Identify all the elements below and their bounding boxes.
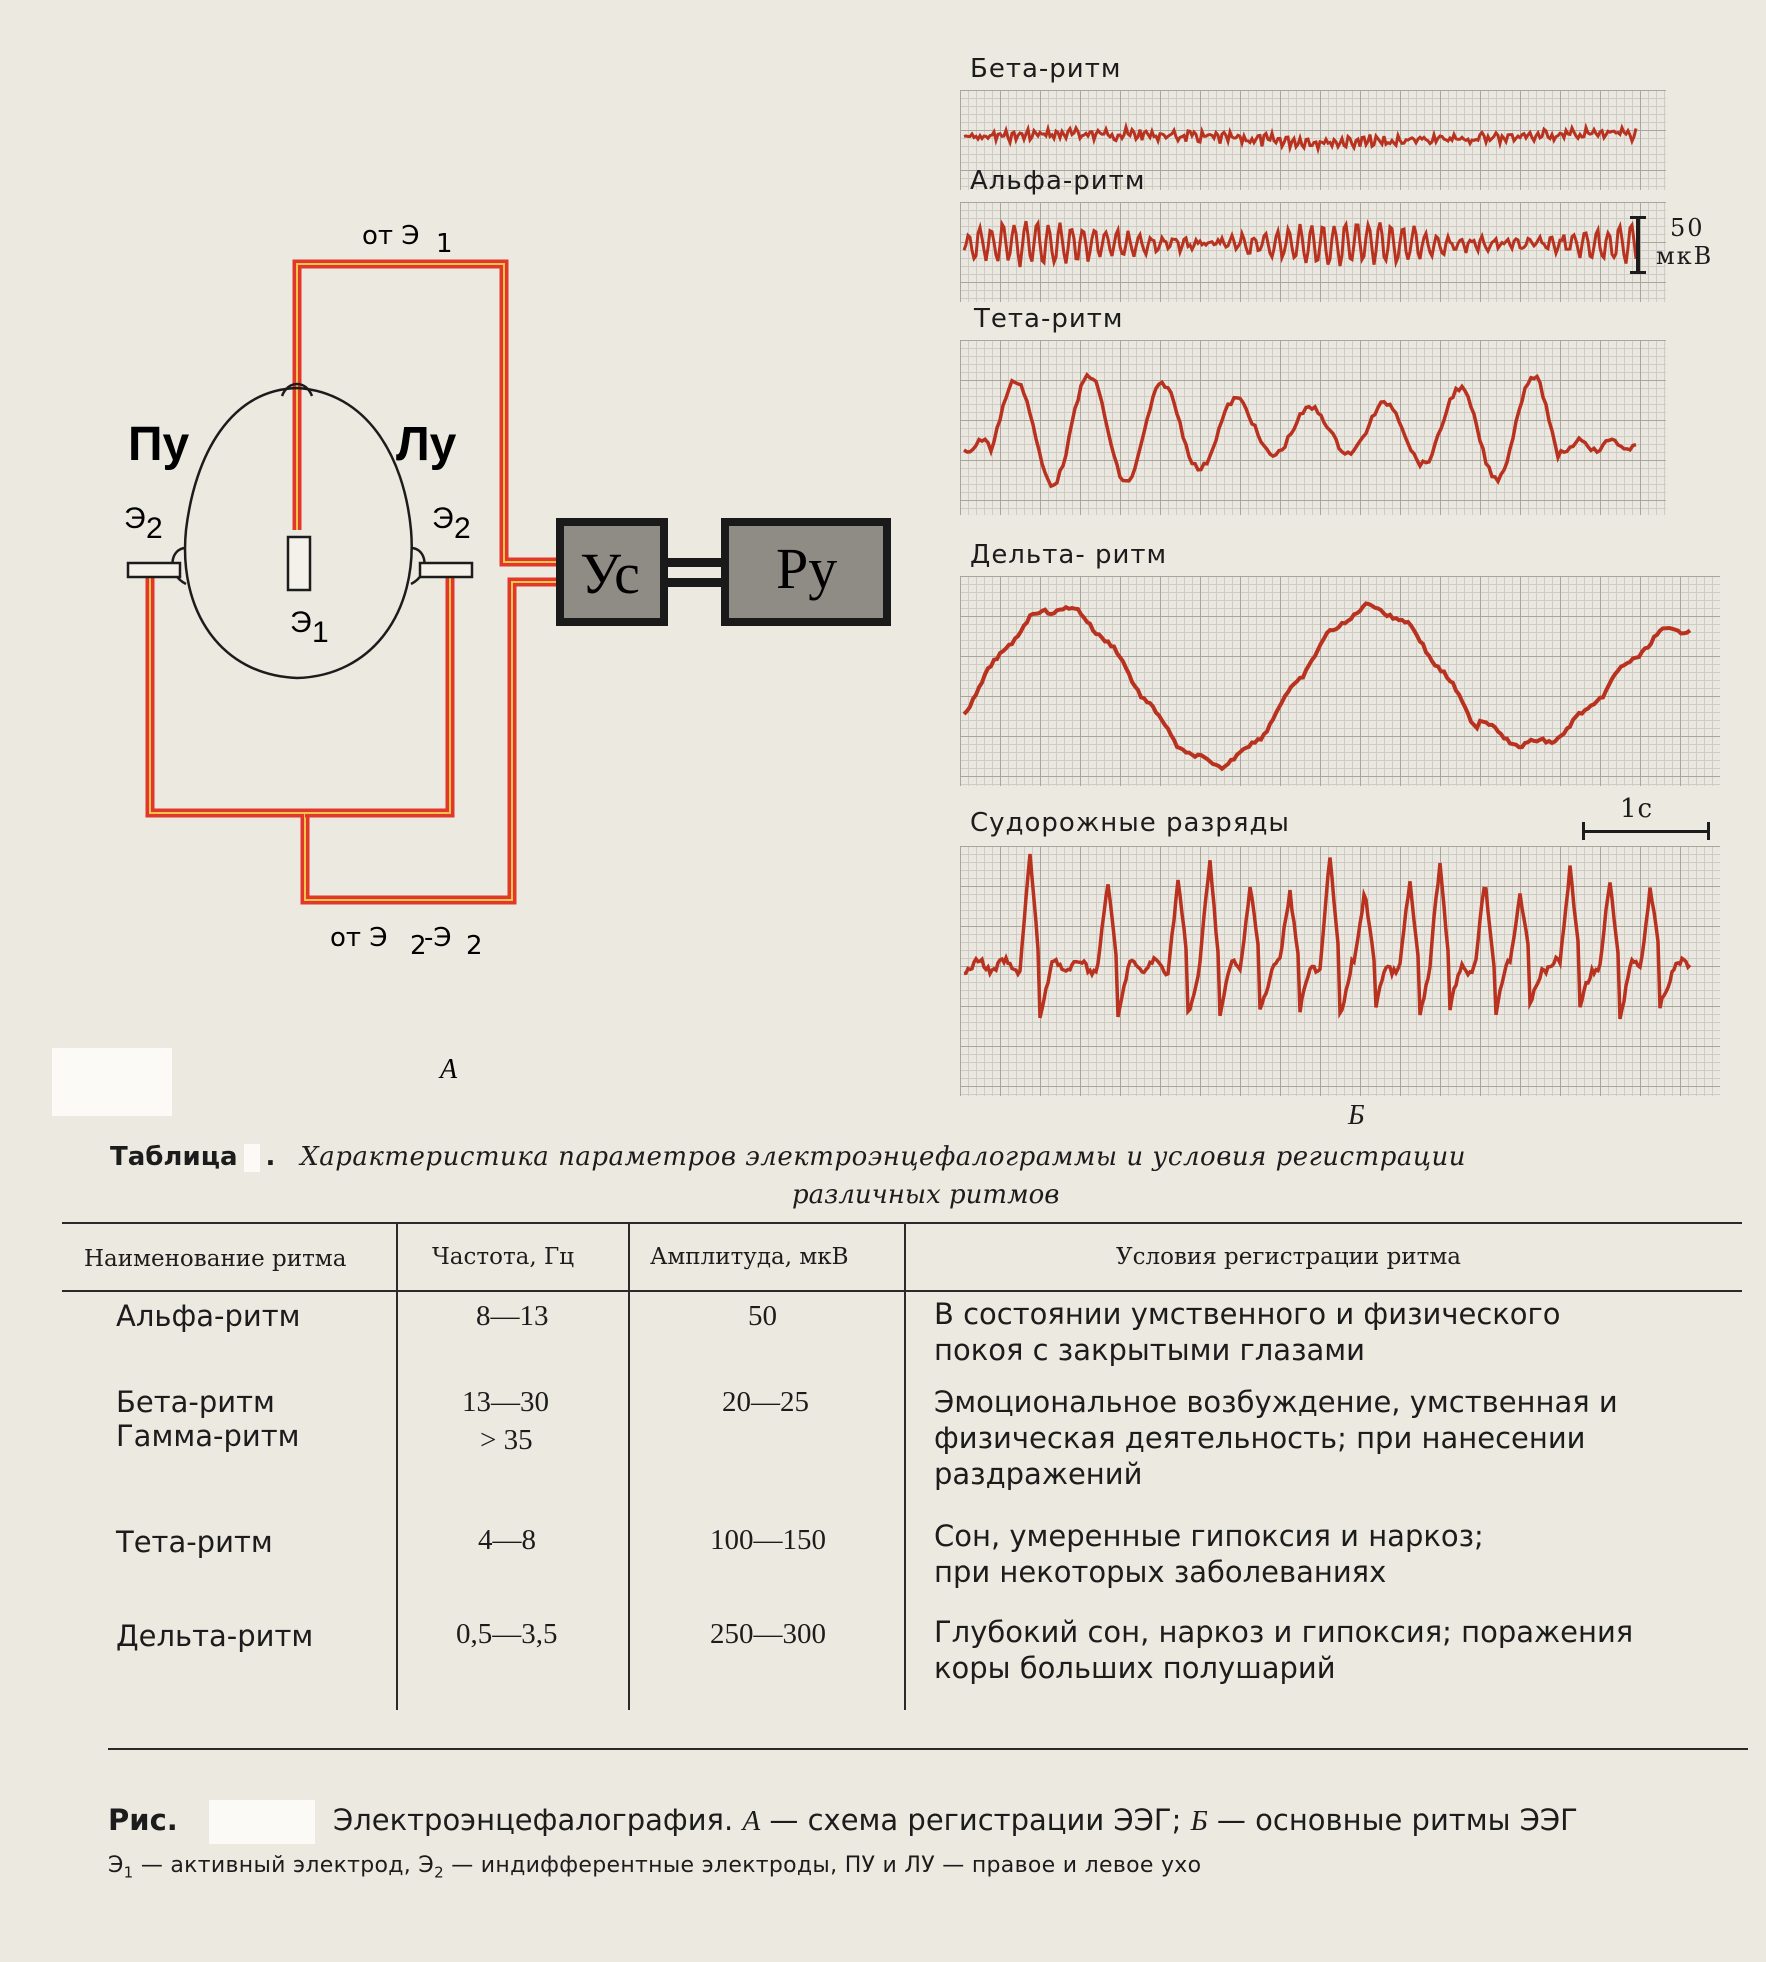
row-beta-freq: 13—30 bbox=[462, 1386, 549, 1418]
delta-trace bbox=[960, 576, 1720, 786]
delta-trace-line bbox=[960, 576, 1720, 786]
amplitude-scale-cap-bottom bbox=[1630, 271, 1646, 274]
left-ear-label: Лу bbox=[396, 418, 457, 471]
figure-caption bbox=[108, 1800, 1748, 1844]
row-alpha-cond2: покоя с закрытыми глазами bbox=[934, 1333, 1365, 1367]
table-header-rule bbox=[62, 1290, 1742, 1292]
seizure-trace-line bbox=[960, 846, 1720, 1096]
time-scale-label: 1с bbox=[1620, 794, 1654, 824]
caption-text-a: Электроэнцефалография. bbox=[333, 1803, 734, 1837]
caption-b: Б bbox=[1190, 1805, 1208, 1837]
wire-top-label: от Э bbox=[362, 221, 420, 251]
row-beta-name: Бета-ритм bbox=[116, 1385, 275, 1419]
connector-top bbox=[664, 558, 725, 567]
col-divider-1 bbox=[396, 1224, 398, 1710]
row-beta-cond1: Эмоциональное возбуждение, умственная и bbox=[934, 1385, 1618, 1419]
e2-right-label: Э bbox=[124, 502, 146, 535]
e2-right-sub: 2 bbox=[146, 512, 163, 545]
caption-label: Рис. bbox=[108, 1803, 178, 1837]
table-top-rule bbox=[62, 1222, 1742, 1224]
alpha-label: Альфа-ритм bbox=[970, 166, 1146, 196]
electrode-e2-left-ear bbox=[420, 563, 472, 577]
e1-label: Э bbox=[290, 606, 312, 639]
amplitude-scale-unit: мкВ bbox=[1656, 242, 1714, 270]
amplitude-scale-value: 50 bbox=[1670, 214, 1705, 242]
e2-left-label: Э bbox=[432, 502, 454, 535]
table-title-line1: Характеристика параметров электроэнцефалограммы и условия регистрации bbox=[300, 1142, 1466, 1172]
header-frequency: Частота, Гц bbox=[432, 1244, 575, 1270]
row-gamma-freq: > 35 bbox=[480, 1424, 533, 1456]
legend-e1: Э bbox=[108, 1853, 124, 1878]
connector-bottom bbox=[664, 578, 725, 587]
panel-a-label: А bbox=[440, 1054, 458, 1085]
caption-rule bbox=[108, 1748, 1748, 1750]
row-theta-cond2: при некоторых заболеваниях bbox=[934, 1555, 1387, 1589]
delta-label: Дельта- ритм bbox=[970, 540, 1168, 570]
masked-figure-number bbox=[52, 1048, 172, 1116]
amplitude-scale-cap-top bbox=[1630, 216, 1646, 219]
col-divider-3 bbox=[904, 1224, 906, 1710]
legend-e1-sub: 1 bbox=[123, 1863, 134, 1882]
masked-figure-ref bbox=[209, 1800, 315, 1844]
right-ear-label: Пу bbox=[128, 418, 190, 471]
amplitude-scale-bar bbox=[1636, 216, 1640, 274]
row-beta-amp: 20—25 bbox=[722, 1386, 809, 1418]
wire-bottom-mid: -Э bbox=[424, 923, 452, 953]
wire-bottom-sub2: 2 bbox=[466, 931, 483, 961]
e1-sub: 1 bbox=[312, 616, 329, 649]
row-beta-cond2: физическая деятельность; при нанесении bbox=[934, 1421, 1586, 1455]
table-title: Таблица . Характеристика параметров электроэнцефалограммы и условия регистрации bbox=[110, 1142, 1466, 1172]
alpha-trace-line bbox=[960, 202, 1666, 302]
seizure-label: Судорожные разряды bbox=[970, 808, 1290, 838]
row-delta-cond2: коры больших полушарий bbox=[934, 1651, 1336, 1685]
row-delta-name: Дельта-ритм bbox=[116, 1619, 314, 1653]
row-alpha-cond1: В состоянии умственного и физического bbox=[934, 1297, 1561, 1331]
wire-bottom-sub1: 2 bbox=[410, 931, 427, 961]
caption-text-c: — основные ритмы ЭЭГ bbox=[1216, 1803, 1578, 1837]
time-scale-bar bbox=[1582, 830, 1710, 833]
row-theta-cond1: Сон, умеренные гипоксия и наркоз; bbox=[934, 1519, 1484, 1553]
e2-left-sub: 2 bbox=[454, 512, 471, 545]
row-beta-cond3: раздражений bbox=[934, 1457, 1143, 1491]
legend-mid: — активный электрод, Э bbox=[140, 1853, 435, 1878]
legend-e2-sub: 2 bbox=[434, 1863, 444, 1882]
seizure-trace bbox=[960, 846, 1720, 1096]
row-alpha-name: Альфа-ритм bbox=[116, 1299, 301, 1333]
row-delta-cond1: Глубокий сон, наркоз и гипоксия; поражения bbox=[934, 1615, 1634, 1649]
caption-text-b: — схема регистрации ЭЭГ; bbox=[769, 1803, 1182, 1837]
beta-label: Бета-ритм bbox=[970, 54, 1122, 84]
time-scale-cap-left bbox=[1582, 822, 1585, 840]
theta-label: Тета-ритм bbox=[974, 304, 1124, 334]
electrode-e2-right-ear bbox=[128, 563, 180, 577]
header-conditions: Условия регистрации ритма bbox=[1116, 1244, 1461, 1270]
wire-bottom-label: от Э bbox=[330, 923, 388, 953]
row-alpha-amp: 50 bbox=[748, 1300, 777, 1332]
row-gamma-name: Гамма-ритм bbox=[116, 1419, 300, 1453]
alpha-trace bbox=[960, 202, 1666, 302]
panel-b-label: Б bbox=[1348, 1100, 1365, 1131]
scheme-drawing bbox=[0, 0, 930, 1090]
row-delta-amp: 250—300 bbox=[710, 1618, 826, 1650]
header-rhythm: Наименование ритма bbox=[84, 1246, 347, 1272]
row-alpha-freq: 8—13 bbox=[476, 1300, 549, 1332]
wire-e2-left bbox=[150, 570, 560, 900]
theta-trace bbox=[960, 340, 1666, 515]
electrode-e1 bbox=[288, 537, 310, 590]
time-scale-cap-right bbox=[1707, 822, 1710, 840]
col-divider-2 bbox=[628, 1224, 630, 1710]
theta-trace-line bbox=[960, 340, 1666, 515]
table-title-line2: различных ритмов bbox=[792, 1180, 1060, 1210]
row-theta-amp: 100—150 bbox=[710, 1524, 826, 1556]
figure-legend bbox=[108, 1853, 1748, 1881]
table-label: Таблица bbox=[110, 1142, 238, 1172]
wire-e2-right bbox=[305, 570, 450, 813]
eeg-recording-scheme bbox=[0, 0, 930, 1090]
amplifier-label: Ус bbox=[580, 541, 640, 606]
wire-top-sub: 1 bbox=[436, 229, 453, 259]
recorder-label: Ру bbox=[776, 536, 838, 601]
masked-table-number bbox=[244, 1144, 260, 1172]
eeg-parameters-table bbox=[0, 1210, 1766, 1710]
row-delta-freq: 0,5—3,5 bbox=[456, 1618, 558, 1650]
row-theta-name: Тета-ритм bbox=[116, 1525, 273, 1559]
eeg-rhythms-panel bbox=[930, 40, 1760, 1140]
header-amplitude: Амплитуда, мкВ bbox=[650, 1244, 849, 1270]
legend-end: — индифферентные электроды, ПУ и ЛУ — правое и левое ухо bbox=[451, 1853, 1202, 1878]
wire-e1 bbox=[297, 264, 560, 562]
row-theta-freq: 4—8 bbox=[478, 1524, 536, 1556]
caption-a: А bbox=[742, 1805, 761, 1837]
wires bbox=[150, 264, 560, 900]
